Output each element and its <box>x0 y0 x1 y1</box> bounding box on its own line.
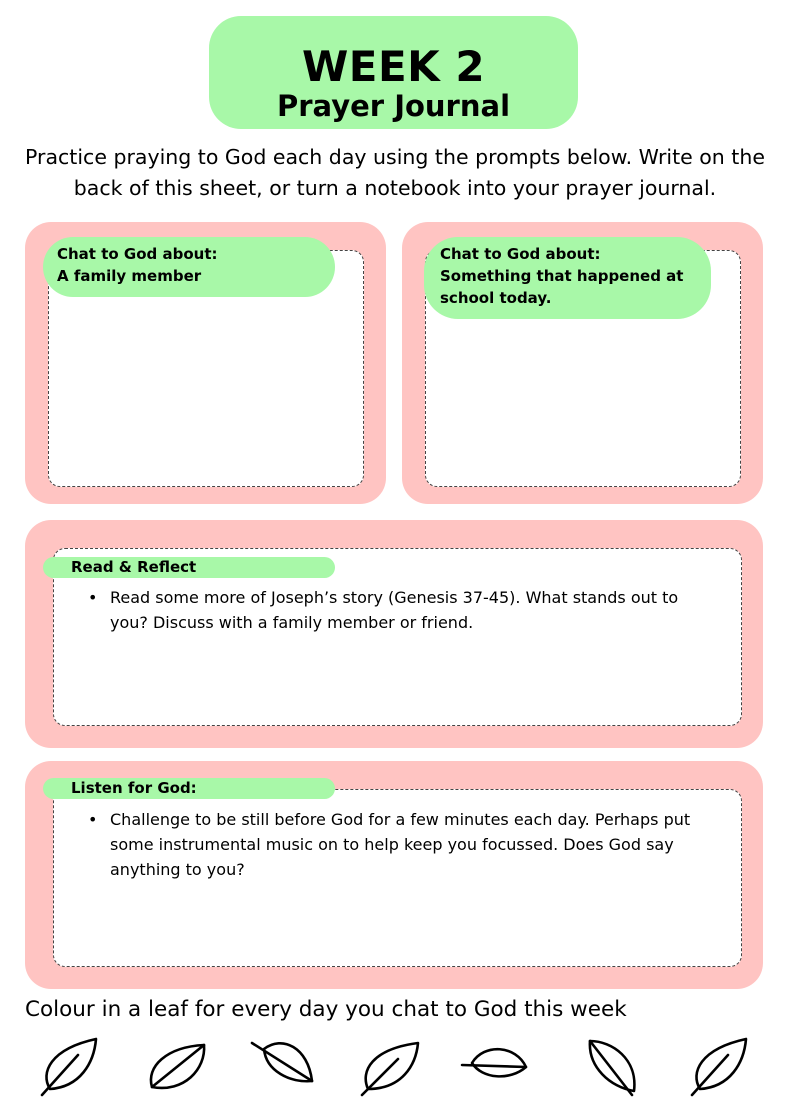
prompt-panel-right <box>402 222 763 504</box>
leaf-icon[interactable] <box>688 1033 756 1097</box>
leaf-icon[interactable] <box>460 1033 532 1097</box>
prompt-topic: Something that happened at school today. <box>440 267 684 307</box>
prompt-heading: Chat to God about: <box>440 245 601 263</box>
leaf-icon[interactable] <box>358 1033 426 1097</box>
listen-bullet: • Challenge to be still before God for a few minutes each day. Perhaps put some instrumental music on to help keep you focussed. Does God say anything to you? <box>88 807 708 882</box>
listen-panel <box>25 761 763 989</box>
read-reflect-panel <box>25 520 763 748</box>
prompt-topic: A family member <box>57 267 202 285</box>
listen-heading: Listen for God: <box>71 779 197 797</box>
intro-text: Practice praying to God each day using the prompts below. Write on the back of this sheet, or turn a notebook into your prayer journal. <box>25 145 765 200</box>
leaf-icon[interactable] <box>144 1033 212 1097</box>
prompt-heading: Chat to God about: <box>57 245 218 263</box>
read-reflect-heading: Read & Reflect <box>71 558 197 576</box>
leaf-icon[interactable] <box>250 1033 318 1097</box>
title-banner <box>209 16 578 129</box>
leaf-icon[interactable] <box>582 1033 650 1097</box>
read-reflect-label <box>43 557 335 578</box>
journal-subtitle: Prayer Journal <box>276 89 511 123</box>
leaf-instruction: Colour in a leaf for every day you chat to God this week <box>25 997 627 1022</box>
prompt-label-left <box>43 237 335 297</box>
week-title: WEEK 2 <box>301 42 486 91</box>
read-reflect-bullet: • Read some more of Joseph’s story (Genesis 37-45). What stands out to you? Discuss with a family member or friend. <box>88 585 708 635</box>
prompt-label-right <box>424 237 711 319</box>
listen-label <box>43 778 335 799</box>
prompt-panel-left <box>25 222 386 504</box>
leaf-icon[interactable] <box>38 1033 106 1097</box>
